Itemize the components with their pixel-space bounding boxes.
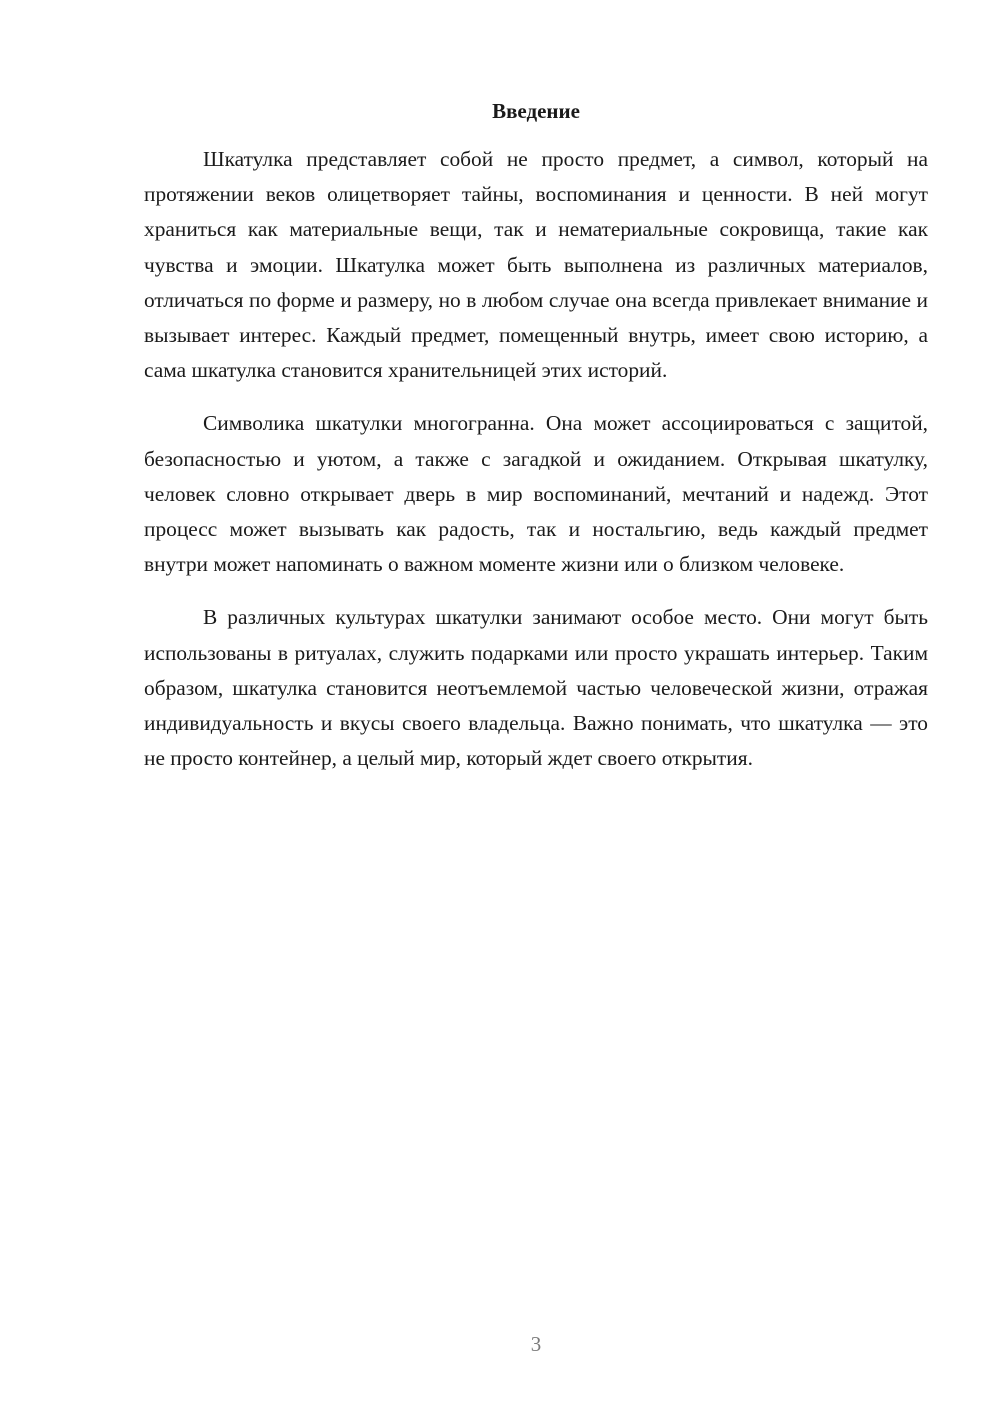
paragraph-2: Символика шкатулки многогранна. Она может ассоциироваться с защитой, безопасностью и уютом, а также с загадкой и ожиданием. Открывая шкатулку, человек словно открывает дверь в мир воспоминаний, мечтаний и надежд. Этот процесс может вызывать как радость, так и ностальгию, ведь каждый предмет внутри может напоминать о важном моменте жизни или о близком человеке. — [144, 411, 928, 577]
paragraph-1: Шкатулка представляет собой не просто предмет, а символ, который на протяжении веков олицетворяет тайны, воспоминания и ценности. В ней могут храниться как материальные вещи, так и нематериальные сокровища, такие как чувства и эмоции. Шкатулка может быть выполнена из различных материалов, отличаться по форме и размеру, но в любом случае она всегда привлекает внимание и вызывает интерес. Каждый предмет, помещенный внутрь, имеет свою историю, а сама шкатулка становится хранительницей этих историй. — [144, 147, 928, 383]
paragraph-3: В различных культурах шкатулки занимают особое место. Они могут быть использованы в ритуалах, служить подарками или просто украшать интерьер. Таким образом, шкатулка становится неотъемлемой частью человеческой жизни, отражая индивидуальность и вкусы своего владельца. Важно понимать, что шкатулка — это не просто контейнер, а целый мир, который ждет своего открытия. — [144, 605, 928, 771]
page-title: Введение — [492, 99, 580, 123]
page-number: 3 — [530, 1332, 542, 1356]
body-text — [144, 142, 928, 794]
